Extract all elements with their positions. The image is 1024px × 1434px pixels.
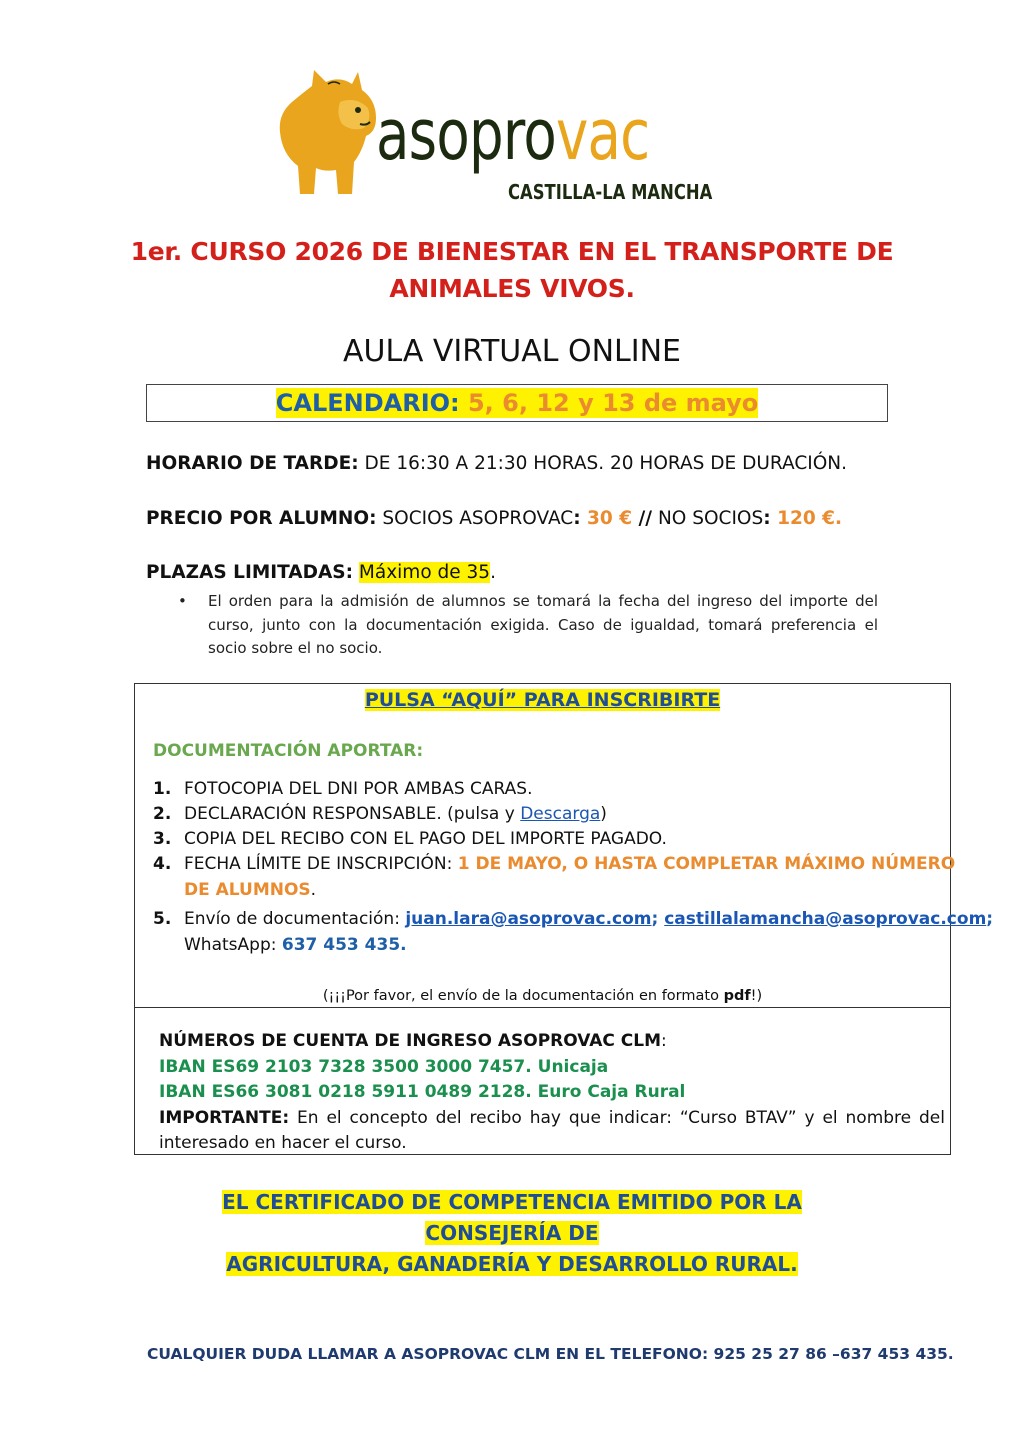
bank-section <box>159 1029 945 1157</box>
certificado-banner <box>180 1187 844 1280</box>
page-title <box>120 233 904 307</box>
inscripcion-box: PULSA “AQUÍ” PARA INSCRIBIRTE DOCUMENTACIÓN APORTAR: 1. FOTOCOPIA DEL DNI POR AMBAS CARAS. 2. DECLARACIÓN RESPONSABLE. (pulsa y Descarga) 3. COPIA DEL RECIBO CON EL PAGO DEL IMPORTE PAGADO. 4. FECHA LÍMITE DE INSCRIPCIÓN: 1 DE MAYO, O HASTA COMPLETAR MÁXIMO NÚMERO DE ALUMNOS. 5. Envío de documentación: juan.lara@asoprovac.com; castillalamancha@asoprovac.com; WhatsApp: 637 453 435. (¡¡¡Por favor, el envío de la documentación en formato pdf!) NÚMEROS DE CUENTA DE INGRESO ASOPROVAC CLM: IBAN ES69 2103 7328 3500 3000 7457. Unicaja IBAN ES66 3081 0218 5911 0489 2128. Euro Caja Rural IMPORTANTE: En el concepto del recibo hay que indicar: “Curso BTAV” y el nombre del interesado en hacer el curso. <box>134 683 951 1155</box>
precio-no-socios: 120 €. <box>770 508 843 529</box>
plazas-highlight: Máximo de 35 <box>358 562 491 583</box>
precio-socios: 30 € <box>580 508 633 529</box>
fecha-limite: 1 DE MAYO, O HASTA COMPLETAR MÁXIMO NÚMERO <box>457 854 956 874</box>
iban-eurocaja: IBAN ES66 3081 0218 5911 0489 2128. Euro Caja Rural <box>159 1082 686 1102</box>
calendario-label: CALENDARIO <box>275 389 451 417</box>
page-title-line-1: 1er. CURSO 2026 DE BIENESTAR EN EL TRANSPORTE DE <box>130 237 894 266</box>
box-divider <box>135 1007 950 1008</box>
pulsa-aqui <box>135 689 950 711</box>
iban-unicaja: IBAN ES69 2103 7328 3500 3000 7457. Unicaja <box>159 1056 609 1077</box>
aula-virtual-heading: AULA VIRTUAL ONLINE <box>342 334 682 369</box>
bullet-icon: • <box>178 592 187 610</box>
plazas-line: PLAZAS LIMITADAS: Máximo de 35. <box>146 562 496 583</box>
important-note: IMPORTANTE: En el concepto del recibo hay que indicar: “Curso BTAV” y el nombre del interesado en hacer el curso. <box>159 1107 945 1153</box>
email-link-clm[interactable]: castillalamancha@asoprovac.com <box>664 909 987 929</box>
email-link-juan[interactable]: juan.lara@asoprovac.com <box>405 909 652 929</box>
calendario-dates: 5, 6, 12 y 13 de mayo <box>467 389 759 417</box>
doc-heading: DOCUMENTACIÓN APORTAR: <box>153 741 424 761</box>
descarga-link[interactable]: Descarga <box>520 804 601 824</box>
page-title-line-2: ANIMALES VIVOS. <box>389 274 635 303</box>
bull-icon <box>278 62 388 202</box>
certificado-line-2: AGRICULTURA, GANADERÍA Y DESARROLLO RURAL. <box>226 1252 798 1276</box>
logo-region: CASTILLA-LA MANCHA <box>508 180 713 204</box>
certificado-line-1: EL CERTIFICADO DE COMPETENCIA EMITIDO POR LA CONSEJERÍA DE <box>222 1190 802 1245</box>
calendario-box <box>146 384 888 422</box>
logo-wordmark: asoprovac <box>376 94 650 176</box>
calendario-highlight: CALENDARIO: 5, 6, 12 y 13 de mayo <box>275 389 759 417</box>
whatsapp-number: 637 453 435. <box>281 935 407 955</box>
bullet-text: El orden para la admisión de alumnos se tomará la fecha del ingreso del importe del curso, junto con la documentación exigida. Caso de igualdad, tomará preferencia el socio sobre el no socio. <box>208 592 878 657</box>
bank-heading: NÚMEROS DE CUENTA DE INGRESO ASOPROVAC CLM: <box>159 1031 667 1051</box>
logo <box>278 62 713 212</box>
inscribirte-link[interactable]: PULSA “AQUÍ” PARA INSCRIBIRTE <box>364 689 721 711</box>
footer-contact: CUALQUIER DUDA LLAMAR A ASOPROVAC CLM EN EL TELEFONO: 925 25 27 86 –637 453 435. <box>147 1345 954 1363</box>
precio-line: PRECIO POR ALUMNO: SOCIOS ASOPROVAC: 30 € // NO SOCIOS: 120 €. <box>146 508 843 529</box>
horario-line: HORARIO DE TARDE: DE 16:30 A 21:30 HORAS. 20 HORAS DE DURACIÓN. <box>146 453 847 474</box>
pdf-note: (¡¡¡Por favor, el envío de la documentación en formato pdf!) <box>322 988 763 1004</box>
